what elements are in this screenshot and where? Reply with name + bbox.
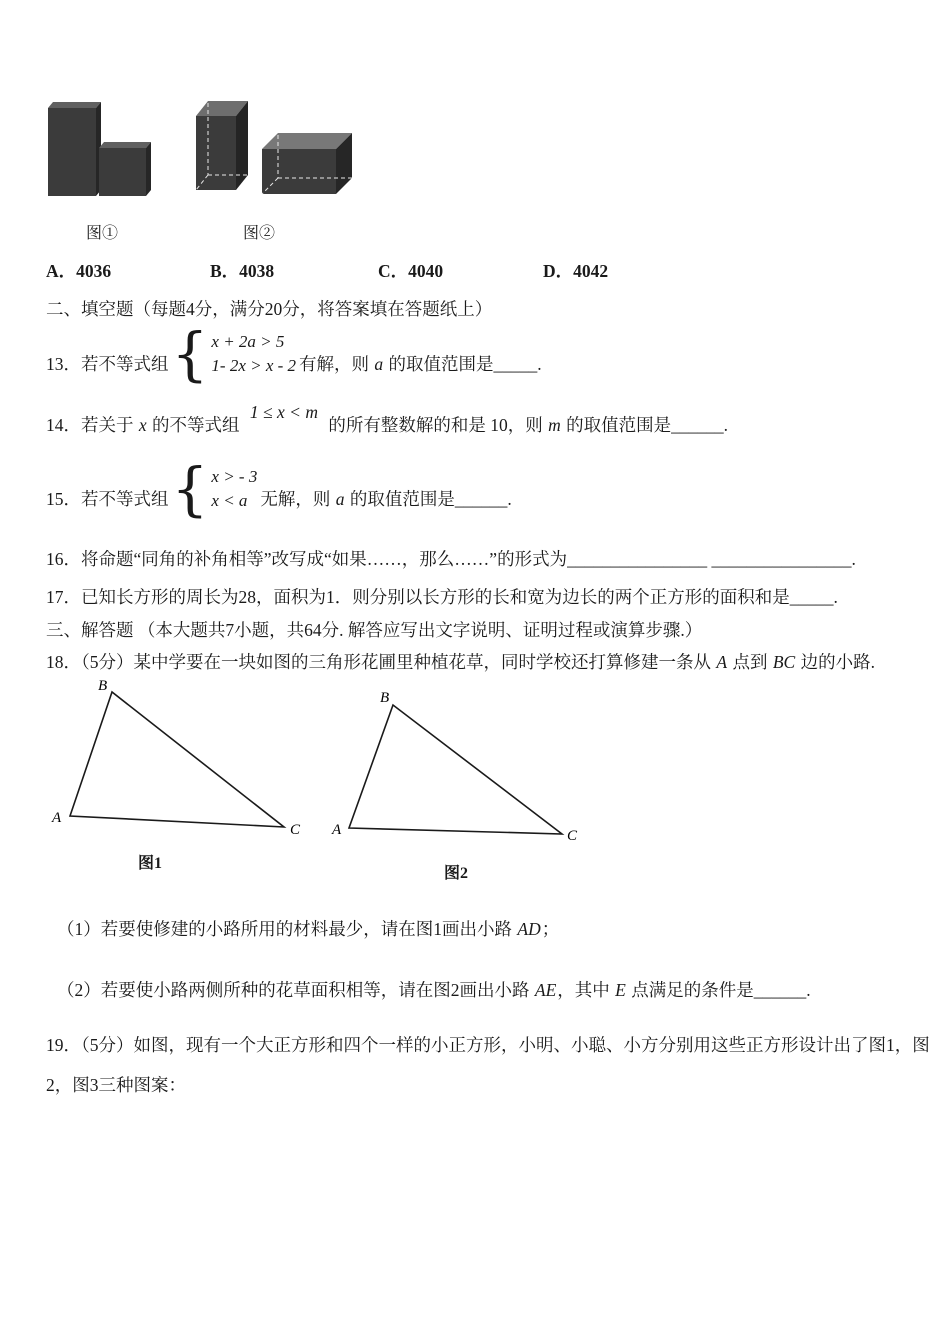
triangle-2 bbox=[349, 705, 562, 834]
question-19-line2: 2，图3三种图案： bbox=[46, 1075, 186, 1095]
q15-prefix: 15．若不等式组 bbox=[46, 489, 169, 509]
q13-eq2: 1- 2x > x - 2 bbox=[211, 356, 297, 376]
triangle2-vertex-b: B bbox=[380, 690, 390, 706]
triangle2-vertex-a: A bbox=[332, 822, 342, 838]
q15-equations bbox=[208, 467, 257, 512]
solid-figures-illustration bbox=[40, 93, 370, 205]
q13-inequality-system bbox=[171, 319, 297, 388]
q15-suffix: 无解，则 a 的取值范围是______. bbox=[260, 489, 512, 509]
left-brace: { bbox=[171, 454, 209, 523]
triangle1-vertex-b: B bbox=[98, 678, 108, 694]
q13-suffix: 有解，则 a 的取值范围是_____. bbox=[299, 354, 542, 374]
section-answer-title: 三、解答题 （本大题共7小题，共64分. 解答应写出文字说明、证明过程或演算步骤.） bbox=[46, 620, 703, 640]
question-14 bbox=[46, 402, 728, 437]
choice-a: A．4036 bbox=[46, 261, 112, 281]
question-13 bbox=[46, 319, 542, 388]
figure1-caption: 图① bbox=[86, 225, 119, 242]
question-17: 17．已知长方形的周长为28，面积为1．则分别以长方形的长和宽为边长的两个正方形的面积和是_____. bbox=[46, 587, 838, 607]
figure2-caption: 图② bbox=[243, 225, 276, 242]
q13-prefix: 13．若不等式组 bbox=[46, 354, 169, 374]
choice-d: D．4042 bbox=[543, 261, 609, 281]
question-18-stem: 18．（5分）某中学要在一块如图的三角形花圃里种植花草，同时学校还打算修建一条从 A 点到 BC 边的小路. bbox=[46, 652, 875, 672]
section-fill-title: 二、填空题（每题4分，满分20分，将答案填在答题纸上） bbox=[46, 299, 493, 319]
triangle-figure1-caption: 图1 bbox=[138, 855, 163, 872]
figure2-lying-box bbox=[262, 133, 352, 194]
q15-inequality-system bbox=[171, 454, 258, 523]
question-18-part2: （2）若要使小路两侧所种的花草面积相等，请在图2画出小路 AE，其中 E 点满足的条件是______. bbox=[57, 980, 811, 1000]
q14-suffix: 的所有整数解的和是 10，则 m 的取值范围是______. bbox=[328, 415, 728, 435]
triangle1-vertex-c: C bbox=[290, 822, 301, 838]
left-brace: { bbox=[171, 319, 209, 388]
triangle-1 bbox=[70, 692, 284, 827]
q13-eq1: x + 2a > 5 bbox=[211, 332, 285, 352]
triangle2-vertex-c: C bbox=[567, 828, 578, 844]
question-19-line1: 19．（5分）如图，现有一个大正方形和四个一样的小正方形，小明、小聪、小方分别用这些正方形设计出了图1，图 bbox=[46, 1035, 930, 1055]
triangles-illustration bbox=[50, 676, 610, 844]
q15-eq1: x > - 3 bbox=[211, 467, 258, 487]
figure1-tall-box bbox=[48, 102, 101, 196]
q15-eq2: x < a bbox=[211, 491, 248, 511]
q13-equations bbox=[208, 332, 296, 377]
question-16: 16．将命题“同角的补角相等”改写成“如果……，那么……”的形式为________________ ________________. bbox=[46, 549, 856, 569]
q14-inequality: 1 ≤ x < m bbox=[249, 402, 318, 422]
triangle-figure2-caption: 图2 bbox=[444, 865, 469, 882]
question-15 bbox=[46, 454, 512, 523]
choice-b: B．4038 bbox=[210, 261, 275, 281]
choice-c: C．4040 bbox=[378, 261, 444, 281]
triangle1-vertex-a: A bbox=[52, 810, 62, 826]
figure2-standing-box bbox=[196, 101, 248, 190]
q14-prefix: 14．若关于 x 的不等式组 bbox=[46, 415, 240, 435]
figure1-short-box bbox=[99, 142, 151, 196]
question-18-part1: （1）若要使修建的小路所用的材料最少，请在图1画出小路 AD； bbox=[57, 919, 560, 939]
